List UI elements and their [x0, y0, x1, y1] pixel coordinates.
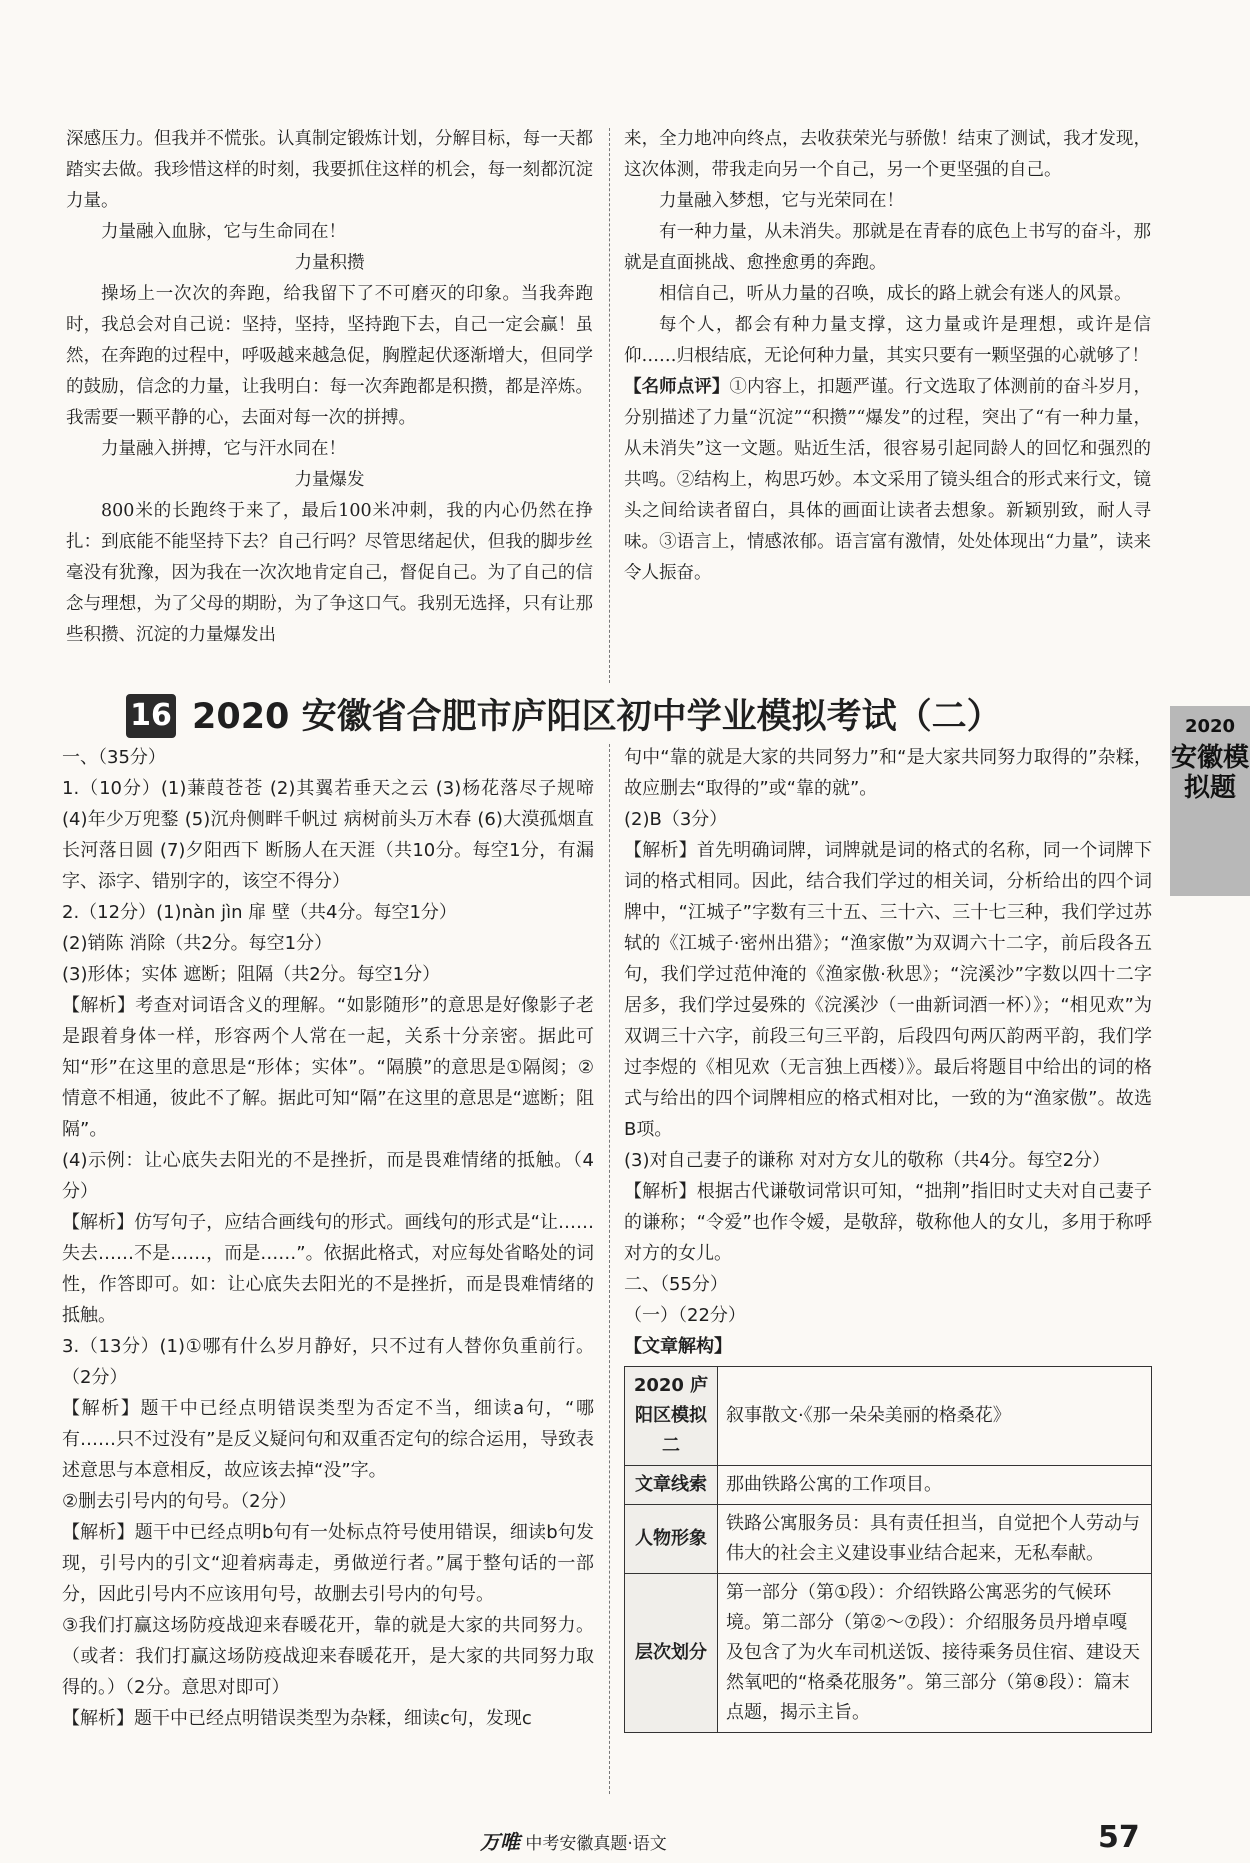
- comment-text: ①内容上，扣题严谨。行文选取了体测前的奋斗岁月，分别描述了力量“沉淀”“积攒”“爆发”的过程，突出了“有一种力量，从未消失”这一文题。贴近生活，很容易引起同龄人的回忆和强烈的共鸣。②结构上，构思巧妙。本文采用了镜头组合的形式来行文，镜头之间给读者留白，具体的画面让读者去想象。新颖别致，耐人寻味。③语言上，情感浓郁。语言富有激情，处处体现出“力量”，读来令人振奋。: [624, 377, 1152, 583]
- table-row: [625, 1367, 1152, 1466]
- answer-line: (2)销陈 消除（共2分。每空1分）: [62, 933, 333, 954]
- answer-line: (3)形体；实体 遮断；阻隔（共2分。每空1分）: [62, 964, 441, 985]
- answer-line: ②删去引号内的句号。（2分）: [62, 1491, 297, 1512]
- section-heading: 力量爆发: [294, 470, 365, 490]
- paragraph: 力量融入梦想，它与光荣同在！: [659, 191, 904, 211]
- table-value: 第一部分（第①段）：介绍铁路公寓恶劣的气候环境。第二部分（第②～⑦段）：介绍服务员丹增卓嘎及包含了为火车司机送饭、接待乘务员住宿、建设天然氧吧的“格桑花服务”。第三部分（第⑧段）：篇末点题，揭示主旨。: [718, 1574, 1152, 1733]
- answer-line: 1.（10分）(1)蒹葭苍苍 (2)其翼若垂天之云 (3)杨花落尽子规啼 (4)年少万兜鍪 (5)沉舟侧畔千帆过 病树前头万木春 (6)大漠孤烟直 长河落日圆 (7)夕阳西下 断肠人在天涯（共10分。每空1分，有漏字、添字、错别字的，该空不得分）: [62, 778, 594, 892]
- table-row: [625, 1574, 1152, 1733]
- answer-line: 2.（12分）(1)nàn jìn 扉 壁（共4分。每空1分）: [62, 902, 457, 923]
- section-heading: 力量积攒: [294, 253, 365, 273]
- paragraph: 800米的长跑终于来了，最后100米冲刺，我的内心仍然在挣扎：到底能不能坚持下去？自己行吗？尽管思绪起伏，但我的脚步丝毫没有犹豫，因为我在一次次地肯定自己，督促自己。为了自己的信念与理想，为了父母的期盼，为了争这口气。我别无选择，只有让那些积攒、沉淀的力量爆发出: [66, 501, 593, 645]
- paragraph: 相信自己，听从力量的召唤，成长的路上就会有迷人的风景。: [659, 284, 1132, 304]
- table-row: [625, 1505, 1152, 1574]
- teacher-comment: [624, 372, 1151, 589]
- paragraph: 深感压力。但我并不慌张。认真制定锻炼计划，分解目标，每一天都踏实去做。我珍惜这样的时刻，我要抓住这样的机会，每一刻都沉淀力量。: [66, 129, 593, 211]
- top-right-column: [624, 124, 1151, 589]
- paragraph: 操场上一次次的奔跑，给我留下了不可磨灭的印象。当我奔跑时，我总会对自己说：坚持，坚持，坚持跑下去，自己一定会赢！虽然，在奔跑的过程中，呼吸越来越急促，胸膛起伏逐渐增大，但同学的鼓励，信念的力量，让我明白：每一次奔跑都是积攒，都是淬炼。我需要一颗平静的心，去面对每一次的拼搏。: [66, 284, 593, 428]
- analysis-line: 【解析】仿写句子，应结合画线句的形式。画线句的形式是“让……失去……不是……，而是……”。依据此格式，对应每处省略处的词性，作答即可。如：让心底失去阳光的不是挫折，而是畏难情绪的抵触。: [62, 1212, 594, 1326]
- column-divider: [609, 744, 610, 1794]
- answer-line: 句中“靠的就是大家的共同努力”和“是大家共同努力取得的”杂糅，故应删去“取得的”或“靠的就”。: [624, 747, 1152, 799]
- brand-logo: 万唯: [480, 1830, 520, 1854]
- paragraph: 力量融入血脉，它与生命同在！: [101, 222, 346, 242]
- analysis-line: 【解析】考查对词语含义的理解。“如影随形”的意思是好像影子老是跟着身体一样，形容两个人常在一起，关系十分亲密。据此可知“形”在这里的意思是“形体；实体”。“隔膜”的意思是①隔阂；②情意不相通，彼此不了解。据此可知“隔”在这里的意思是“遮断；阻隔”。: [62, 995, 594, 1140]
- analysis-line: 【解析】根据古代谦敬词常识可知，“拙荆”指旧时丈夫对自己妻子的谦称；“令爱”也作令嫒，是敬辞，敬称他人的女儿，多用于称呼对方的女儿。: [624, 1181, 1152, 1264]
- table-label: 层次划分: [625, 1574, 718, 1733]
- paragraph: 来，全力地冲向终点，去收获荣光与骄傲！结束了测试，我才发现，这次体测，带我走向另一个自己，另一个更坚强的自己。: [624, 129, 1151, 180]
- paragraph: 有一种力量，从未消失。那就是在青春的底色上书写的奋斗，那就是直面挑战、愈挫愈勇的奔跑。: [624, 222, 1151, 273]
- footer-title: [480, 1826, 667, 1855]
- answer-line: (2)B（3分）: [624, 809, 728, 830]
- answer-line: (3)对自己妻子的谦称 对对方女儿的敬称（共4分。每空2分）: [624, 1150, 1111, 1171]
- comment-tag: 【名师点评】: [624, 377, 730, 397]
- article-structure-table: [624, 1366, 1152, 1733]
- paragraph: 每个人，都会有种力量支撑，这力量或许是理想，或许是信仰……归根结底，无论何种力量，其实只要有一颗坚强的心就够了！: [624, 315, 1151, 366]
- table-row: [625, 1466, 1152, 1505]
- column-divider: [609, 128, 610, 683]
- paragraph: 力量融入拼搏，它与汗水同在！: [101, 439, 346, 459]
- section-line: 二、（55分）: [624, 1274, 728, 1295]
- side-tab-year: 2020: [1184, 716, 1236, 737]
- exam-number-badge: 16: [126, 694, 176, 738]
- analysis-line: 【解析】首先明确词牌，词牌就是词的格式的名称，同一个词牌下词的格式相同。因此，结合我们学过的相关词，分析给出的四个词牌中，“江城子”字数有三十五、三十六、三十七三种，我们学过苏轼的《江城子·密州出猎》；“渔家傲”为双调六十二字，前后段各五句，我们学过范仲淹的《渔家傲·秋思》；“浣溪沙”字数以四十二字居多，我们学过晏殊的《浣溪沙（一曲新词酒一杯）》；“相见欢”为双调三十六字，前段三句三平韵，后段四句两仄韵两平韵，我们学过李煜的《相见欢（无言独上西楼）》。最后将题目中给出的词的格式与给出的四个词牌相应的格式相对比，一致的为“渔家傲”。故选B项。: [624, 840, 1152, 1140]
- analysis-line: 【解析】题干中已经点明错误类型为杂糅，细读c句，发现c: [62, 1708, 532, 1729]
- table-value: 叙事散文·《那一朵朵美丽的格桑花》: [718, 1367, 1152, 1466]
- page-number: 57: [1098, 1820, 1140, 1855]
- structure-heading: 【文章解构】: [624, 1336, 732, 1357]
- page-footer: [0, 1820, 1250, 1860]
- table-label: 人物形象: [625, 1505, 718, 1574]
- table-label: 2020 庐阳区模拟二: [625, 1367, 718, 1466]
- exam-title: 2020 安徽省合肥市庐阳区初中学业模拟考试（二）: [192, 697, 1002, 737]
- answers-left-column: [62, 742, 594, 1734]
- answers-right-column: [624, 742, 1152, 1733]
- top-left-column: [66, 124, 593, 651]
- answer-line: ③我们打赢这场防疫战迎来春暖花开，靠的就是大家的共同努力。（或者：我们打赢这场防疫战迎来春暖花开，是大家的共同努力取得的。）（2分。意思对即可）: [62, 1615, 594, 1698]
- table-value: 那曲铁路公寓的工作项目。: [718, 1466, 1152, 1505]
- answer-line: 3.（13分）(1)①哪有什么岁月静好，只不过有人替你负重前行。（2分）: [62, 1336, 594, 1388]
- analysis-line: 【解析】题干中已经点明b句有一处标点符号使用错误，细读b句发现，引号内的引文“迎着病毒走，勇做逆行者。”属于整句话的一部分，因此引号内不应该用句号，故删去引号内的句号。: [62, 1522, 594, 1605]
- section-line: （一）（22分）: [624, 1305, 746, 1326]
- table-value: 铁路公寓服务员：具有责任担当，自觉把个人劳动与伟大的社会主义建设事业结合起来，无私奉献。: [718, 1505, 1152, 1574]
- exam-header: [126, 690, 1126, 744]
- answer-line: (4)示例：让心底失去阳光的不是挫折，而是畏难情绪的抵触。（4分）: [62, 1150, 594, 1202]
- answer-line: 一、（35分）: [62, 747, 166, 768]
- side-tab-text: 安徽模拟题: [1170, 743, 1249, 803]
- table-label: 文章线索: [625, 1466, 718, 1505]
- side-tab: [1170, 706, 1250, 896]
- footer-text: 中考安徽真题·语文: [525, 1834, 667, 1854]
- analysis-line: 【解析】题干中已经点明错误类型为否定不当，细读a句，“哪有……只不过没有”是反义疑问句和双重否定句的综合运用，导致表述意思与本意相反，故应该去掉“没”字。: [62, 1398, 594, 1481]
